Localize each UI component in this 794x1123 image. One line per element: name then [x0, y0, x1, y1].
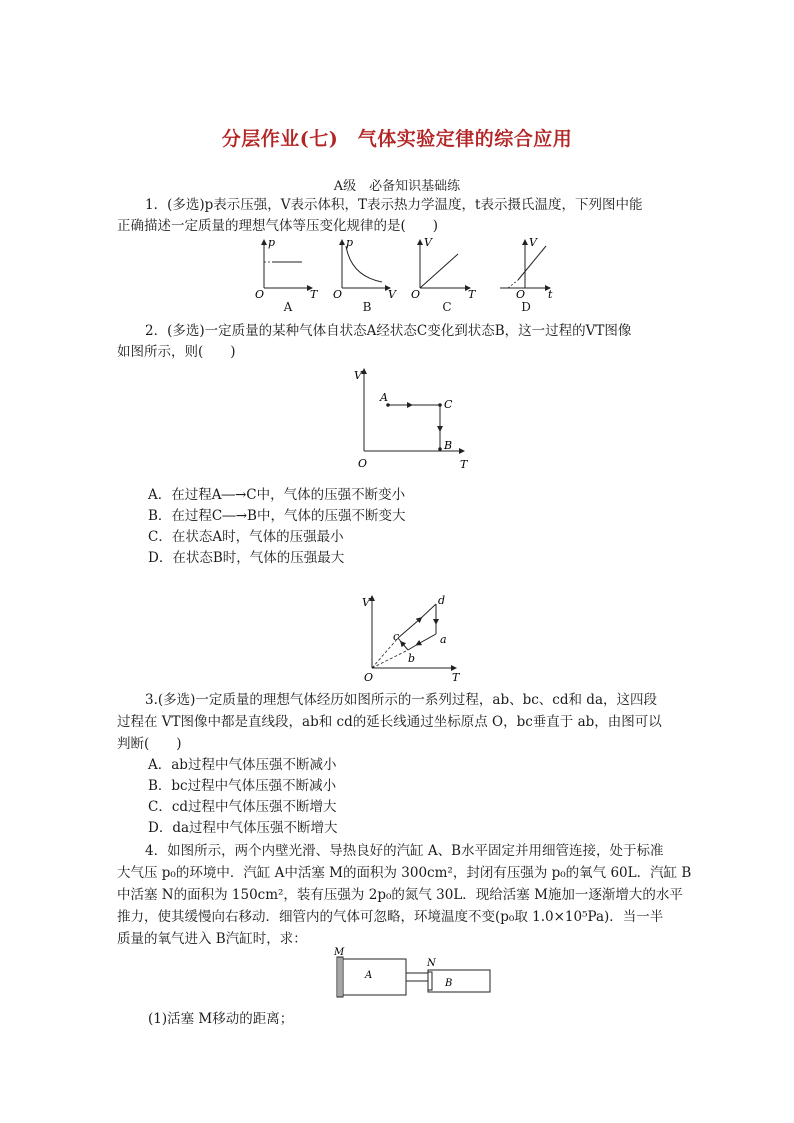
q3-line2: 过程在 VT图像中都是直线段，ab和 cd的延长线通过坐标原点 O，bc垂直于 ab，由图可以 [117, 714, 662, 730]
q3-option-b: B．bc过程中气体压强不断减小 [148, 778, 337, 794]
svg-text:V: V [424, 236, 432, 249]
q4-sub1: (1)活塞 M移动的距离； [148, 1011, 294, 1027]
svg-text:V: V [529, 236, 537, 249]
q2-option-b: B．在过程C―→B中，气体的压强不断变大 [148, 508, 406, 524]
graph-c [411, 236, 477, 301]
svg-text:O: O [411, 288, 421, 301]
q4-line1: 4．如图所示，两个内壁光滑、导热良好的汽缸 A、B水平固定并用细管连接，处于标准 [145, 843, 664, 859]
q1-line1: 1．(多选)p表示压强，V表示体积，T表示热力学温度，t表示摄氏温度，下列图中能 [145, 197, 643, 213]
svg-text:V: V [362, 596, 370, 609]
graph-label-a: A [283, 300, 293, 314]
q4-line4: 推力，使其缓慢向右移动．细管内的气体可忽略，环境温度不变(p₀取 1.0×10⁵Pa)．当一半 [117, 909, 664, 925]
q1-line2: 正确描述一定质量的理想气体等压变化规律的是( ) [117, 218, 439, 234]
q1-graphs [250, 236, 553, 302]
svg-text:b: b [408, 652, 416, 665]
q2-line2: 如图所示，则( ) [117, 344, 236, 360]
svg-text:O: O [255, 288, 265, 301]
graph-label-c: C [442, 300, 452, 314]
q2-vt-graph [350, 365, 475, 473]
q3-option-c: C．cd过程中气体压强不断增大 [148, 799, 337, 815]
svg-text:C: C [444, 398, 453, 411]
svg-text:c: c [393, 630, 400, 643]
svg-text:B: B [445, 978, 453, 989]
graph-d [500, 236, 553, 301]
q3-vt-graph [360, 592, 465, 684]
graph-b [333, 236, 397, 301]
svg-text:T: T [452, 671, 460, 684]
svg-text:V: V [354, 369, 362, 382]
q2-option-c: C．在状态A时，气体的压强最小 [148, 529, 344, 545]
q3-line3: 判断( ) [117, 736, 182, 752]
svg-text:t: t [548, 288, 553, 301]
q4-line3: 中活塞 N的面积为 150cm²，装有压强为 2p₀的氮气 30L．现给活塞 M施加一逐渐增大的水平 [117, 887, 683, 903]
svg-text:O: O [364, 671, 374, 684]
q4-line5: 质量的氧气进入 B汽缸时，求： [117, 931, 307, 947]
q2-option-d: D．在状态B时，气体的压强最大 [148, 550, 345, 566]
svg-text:A: A [380, 391, 388, 404]
svg-text:p: p [346, 236, 354, 249]
svg-text:T: T [460, 458, 468, 471]
svg-text:T: T [310, 288, 318, 301]
svg-text:B: B [444, 439, 453, 452]
svg-text:T: T [468, 288, 476, 301]
q3-line1: 3.(多选)一定质量的理想气体经历如图所示的一系列过程，ab、bc、cd和 da，这四段 [145, 692, 657, 708]
svg-text:O: O [333, 288, 343, 301]
svg-text:d: d [438, 594, 446, 607]
q4-line2: 大气压 p₀的环境中．汽缸 A中活塞 M的面积为 300cm²，封闭有压强为 p₀的氧气 60L．汽缸 B [117, 865, 692, 881]
q2-line1: 2．(多选)一定质量的某种气体自状态A经状态C变化到状态B，这一过程的VT图像 [145, 323, 632, 339]
q3-option-d: D．da过程中气体压强不断增大 [148, 820, 338, 836]
svg-text:O: O [358, 457, 368, 470]
label-p: p [268, 236, 276, 249]
graph-a [255, 236, 319, 301]
q4-cylinder-diagram [330, 945, 496, 999]
svg-text:A: A [365, 970, 373, 981]
page-title: 分层作业(七) 气体实验定律的综合应用 [221, 128, 573, 150]
graph-label-d: D [521, 300, 531, 314]
svg-text:O: O [516, 288, 526, 301]
svg-text:V: V [388, 288, 396, 301]
svg-text:a: a [440, 633, 447, 646]
svg-text:N: N [427, 958, 436, 969]
svg-text:M: M [334, 947, 345, 958]
q3-option-a: A．ab过程中气体压强不断减小 [148, 757, 337, 773]
q2-option-a: A．在过程A―→C中，气体的压强不断变小 [148, 487, 406, 503]
section-heading: A级 必备知识基础练 [333, 179, 461, 194]
graph-label-b: B [362, 300, 372, 314]
